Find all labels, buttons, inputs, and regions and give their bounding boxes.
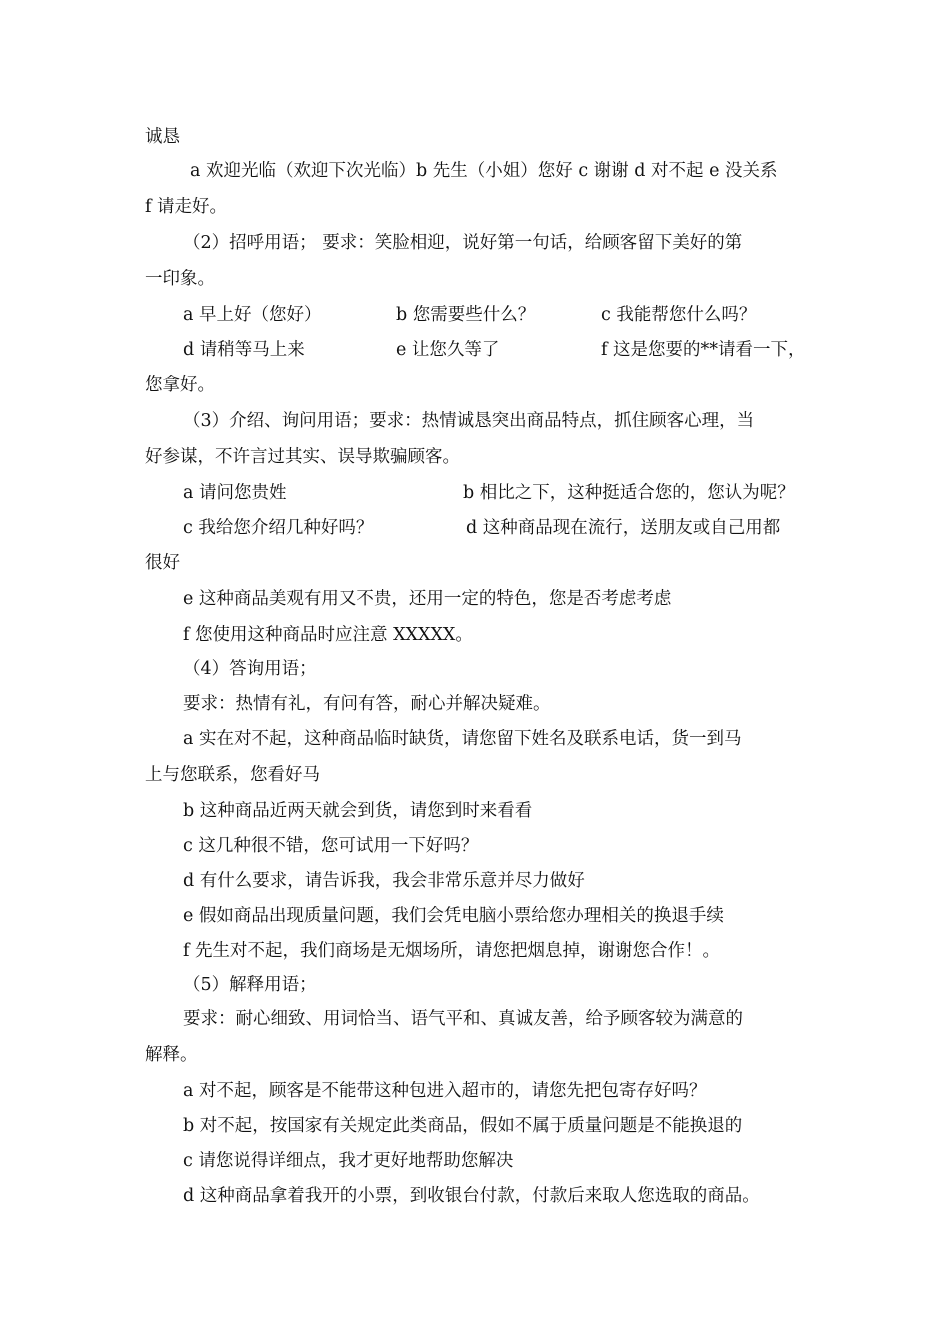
text-segment: （2）招呼用语； 要求：笑脸相迎，说好第一句话，给顾客留下美好的第 [183, 233, 743, 253]
section-heading-line [0, 652, 950, 686]
text-line [0, 864, 950, 898]
text-line [0, 722, 950, 756]
text-line [0, 120, 950, 154]
text-segment: c 请您说得详细点，我才更好地帮助您解决 [183, 1151, 514, 1171]
text-line [0, 1109, 950, 1143]
text-segment: c 这几种很不错，您可试用一下好吗？ [183, 836, 479, 856]
text-segment: f 这是您要的**请看一下， [601, 340, 806, 360]
text-line [0, 582, 950, 616]
text-segment: d 这种商品现在流行，送朋友或自己用都 [466, 518, 781, 538]
text-segment: （4）答询用语； [183, 659, 317, 679]
text-segment: （3）介绍、询问用语；要求：热情诚恳突出商品特点，抓住顾客心理，当 [183, 411, 755, 431]
text-line [0, 368, 950, 402]
text-line [0, 333, 950, 367]
text-segment: 您拿好。 [145, 375, 215, 395]
section-heading-line [0, 404, 950, 438]
text-segment: a 实在对不起，这种商品临时缺货，请您留下姓名及联系电话，货一到马 [183, 729, 742, 749]
text-segment: 很好 [145, 553, 180, 573]
text-segment: a 欢迎光临（欢迎下次光临）b 先生（小姐）您好 c 谢谢 d 对不起 e 没关系 [190, 161, 778, 181]
text-segment: 要求：热情有礼，有问有答，耐心并解决疑难。 [183, 694, 551, 714]
text-segment: e 假如商品出现质量问题，我们会凭电脑小票给您办理相关的换退手续 [183, 906, 724, 926]
section-heading-line [0, 968, 950, 1002]
text-segment: c 我能帮您什么吗？ [601, 305, 757, 325]
text-segment: d 这种商品拿着我开的小票，到收银台付款，付款后来取人您选取的商品。 [183, 1186, 760, 1206]
text-segment: f 您使用这种商品时应注意 XXXXX。 [183, 625, 473, 645]
text-segment: c 我给您介绍几种好吗？ [183, 518, 374, 538]
text-line [0, 687, 950, 721]
text-line [0, 190, 950, 224]
text-line [0, 154, 950, 188]
text-segment: 上与您联系，您看好马 [145, 765, 320, 785]
text-segment: b 这种商品近两天就会到货，请您到时来看看 [183, 801, 533, 821]
text-line [0, 829, 950, 863]
text-segment: d 请稍等马上来 [183, 340, 305, 360]
text-segment: f 先生对不起，我们商场是无烟场所，请您把烟息掉，谢谢您合作！。 [183, 941, 721, 961]
text-segment: e 让您久等了 [396, 340, 500, 360]
text-segment: b 对不起，按国家有关规定此类商品，假如不属于质量问题是不能换退的 [183, 1116, 743, 1136]
text-segment: 一印象。 [145, 269, 215, 289]
text-segment: a 请问您贵姓 [183, 483, 287, 503]
text-segment: d 有什么要求，请告诉我，我会非常乐意并尽力做好 [183, 871, 585, 891]
text-line [0, 934, 950, 968]
text-segment: f 请走好。 [145, 197, 228, 217]
text-segment: （5）解释用语； [183, 975, 317, 995]
text-line [0, 794, 950, 828]
text-line [0, 511, 950, 545]
text-line [0, 546, 950, 580]
text-segment: 好参谋，不许言过其实、误导欺骗顾客。 [145, 447, 460, 467]
text-line [0, 1002, 950, 1036]
text-line [0, 440, 950, 474]
text-segment: b 相比之下，这种挺适合您的，您认为呢？ [463, 483, 795, 503]
section-heading-line [0, 226, 950, 260]
text-line [0, 1144, 950, 1178]
text-segment: 要求：耐心细致、用词恰当、语气平和、真诚友善，给予顾客较为满意的 [183, 1009, 743, 1029]
text-line [0, 476, 950, 510]
text-segment: b 您需要些什么？ [396, 305, 536, 325]
text-line [0, 618, 950, 652]
text-line [0, 1074, 950, 1108]
text-line [0, 1038, 950, 1072]
text-line [0, 758, 950, 792]
text-line [0, 899, 950, 933]
text-segment: a 早上好（您好） [183, 305, 322, 325]
text-segment: 诚恳 [145, 127, 180, 147]
text-line [0, 1179, 950, 1213]
text-segment: 解释。 [145, 1045, 198, 1065]
text-segment: e 这种商品美观有用又不贵，还用一定的特色，您是否考虑考虑 [183, 589, 672, 609]
text-line [0, 262, 950, 296]
text-segment: a 对不起，顾客是不能带这种包进入超市的，请您先把包寄存好吗？ [183, 1081, 707, 1101]
text-line [0, 298, 950, 332]
